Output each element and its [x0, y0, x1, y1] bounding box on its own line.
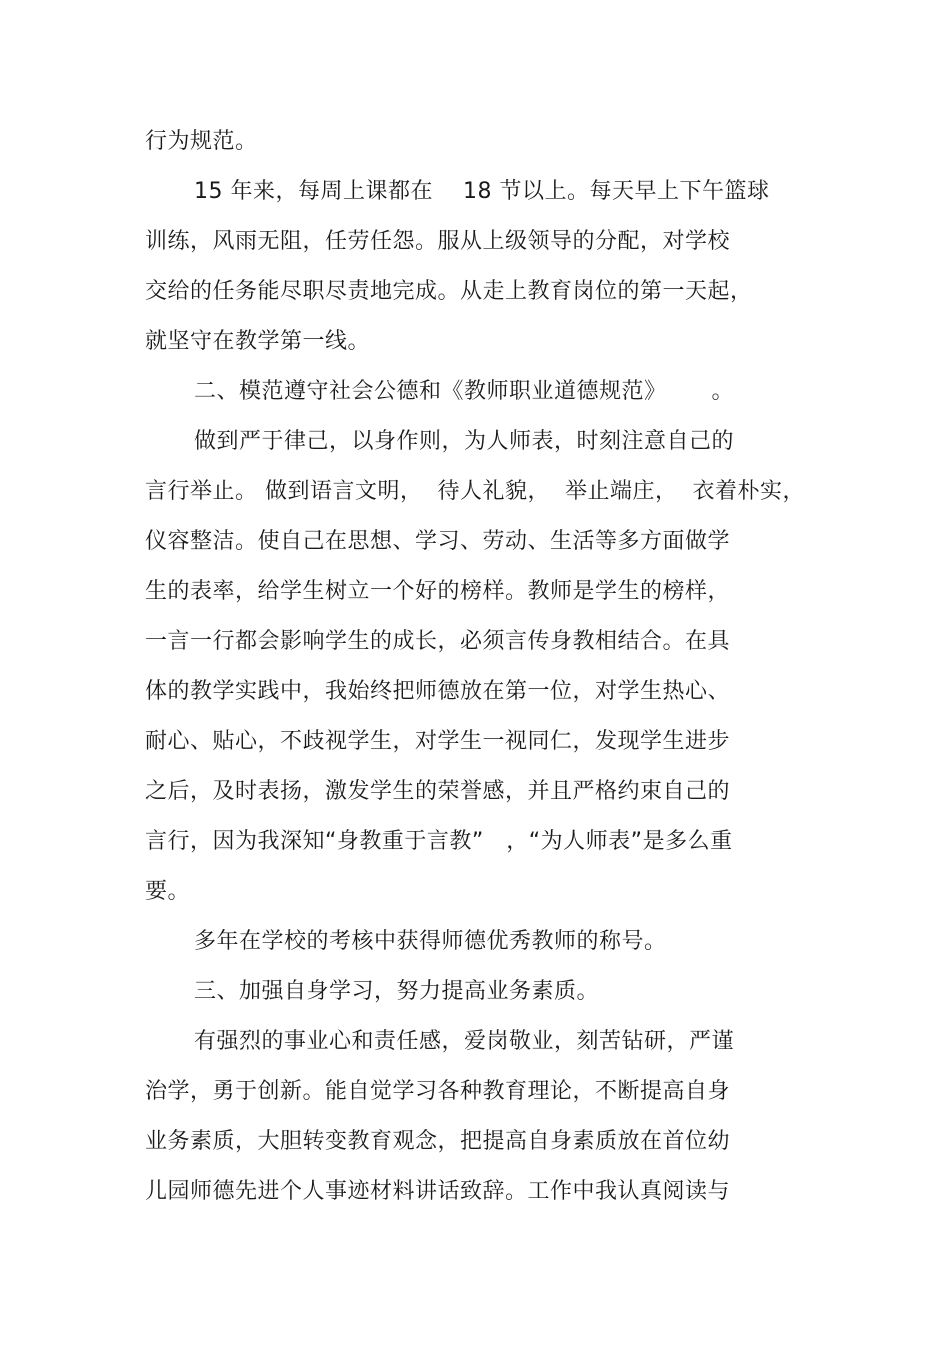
text-line-21: 业务素质，大胆转变教育观念，把提高自身素质放在首位幼: [145, 1129, 731, 1154]
section-heading-2: 二、模范遵守社会公德和《教师职业道德规范》 。: [194, 379, 734, 404]
text-line-9: 仪容整洁。使自己在思想、学习、劳动、生活等多方面做学: [145, 529, 731, 554]
text-line-15: 言行，因为我深知“身教重于言教” ，“为人师表”是多么重: [145, 829, 733, 854]
section-heading-3: 三、加强自身学习，努力提高业务素质。: [194, 979, 600, 1004]
text-line-14: 之后，及时表扬，激发学生的荣誉感，并且严格约束自己的: [145, 779, 731, 804]
text-line-2: 15 年来，每周上课都在 18 节以上。每天早上下午篮球: [194, 179, 770, 204]
text-line-1: 行为规范。: [145, 129, 258, 154]
text-line-16: 要。: [145, 879, 191, 904]
text-line-13: 耐心、贴心，不歧视学生，对学生一视同仁，发现学生进步: [145, 729, 731, 754]
text-line-20: 治学，勇于创新。能自觉学习各种教育理论，不断提高自身: [145, 1079, 731, 1104]
text-line-7: 做到严于律己，以身作则，为人师表，时刻注意自己的: [194, 429, 735, 454]
text-line-8: 言行举止。 做到语言文明， 待人礼貌， 举止端庄， 衣着朴实，: [145, 479, 805, 504]
text-line-10: 生的表率，给学生树立一个好的榜样。教师是学生的榜样，: [145, 579, 731, 604]
text-line-4: 交给的任务能尽职尽责地完成。从走上教育岗位的第一天起，: [145, 279, 753, 304]
text-line-22: 儿园师德先进个人事迹材料讲话致辞。工作中我认真阅读与: [145, 1179, 731, 1204]
text-line-19: 有强烈的事业心和责任感，爱岗敬业，刻苦钻研，严谨: [194, 1029, 735, 1054]
text-line-11: 一言一行都会影响学生的成长，必须言传身教相结合。在具: [145, 629, 731, 654]
text-line-12: 体的教学实践中，我始终把师德放在第一位，对学生热心、: [145, 679, 731, 704]
text-line-3: 训练，风雨无阻，任劳任怨。服从上级领导的分配，对学校: [145, 229, 731, 254]
text-line-17: 多年在学校的考核中获得师德优秀教师的称号。: [194, 929, 667, 954]
text-line-5: 就坚守在教学第一线。: [145, 329, 371, 354]
